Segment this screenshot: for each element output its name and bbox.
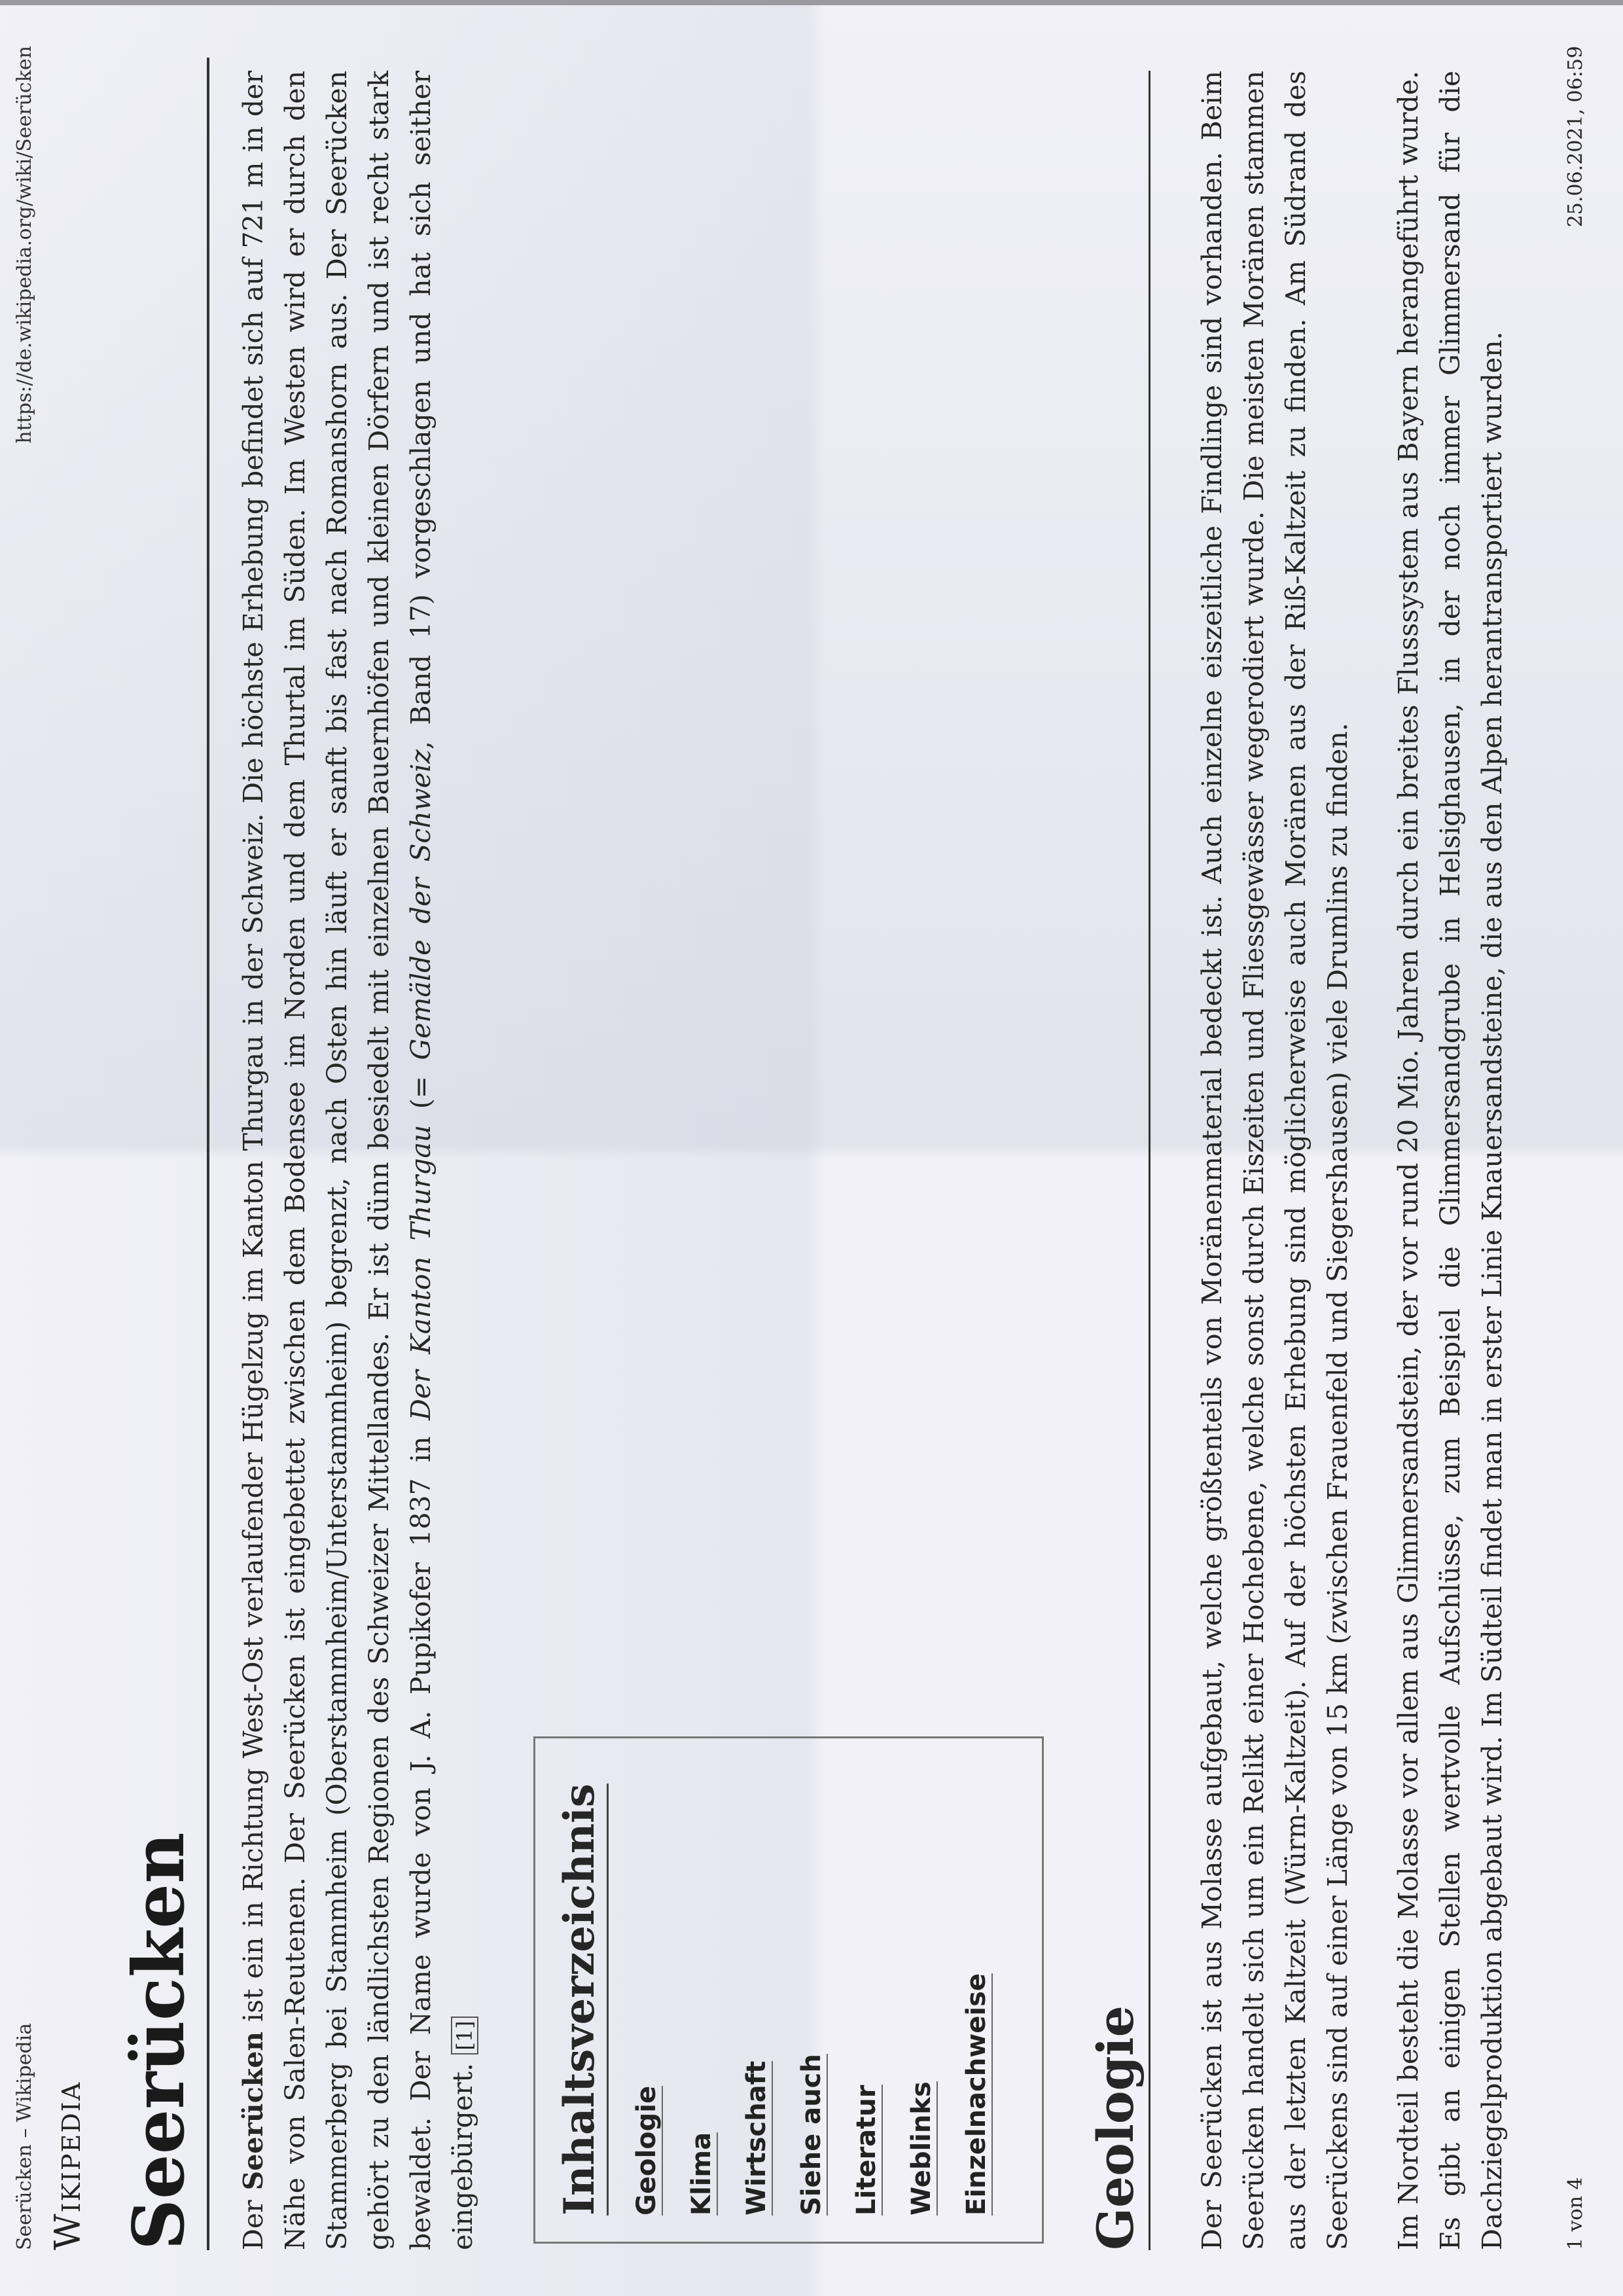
wikipedia-logo: Wikipedia xyxy=(47,2081,88,2250)
table-of-contents xyxy=(533,1736,1044,2244)
toc-item-siehe-auch[interactable]: Siehe auch xyxy=(796,2054,827,2215)
article-title: Seerücken xyxy=(118,58,209,2250)
intro-series-title: Gemälde der Schweiz xyxy=(405,749,437,1060)
print-timestamp: 25.06.2021, 06:59 xyxy=(1564,46,1587,228)
section-title-geologie: Geologie xyxy=(1086,71,1150,2250)
toc-title: Inhaltsverzeichnis xyxy=(555,1784,609,2215)
intro-paragraph: Der Seerücken ist ein in Richtung West-Ost verlaufender Hügelzug im Kanton Thurgau in der Schweiz. Die höchste Erhebung befindet sich auf 721 m in der Nähe von Salen-Reutenen. Der Seerücken ist eingebettet zwischen dem Bodensee im Norden und dem Thurtal im Süden. Im Westen wird er durch den Stammerberg bei Stammheim (Oberstammheim/Unterstammheim) begrenzt, nach Osten hin läuft er sanft bis fast nach Romanshorn aus. Der Seerücken gehört zu den ländlichsten Regionen des Schweizer Mittellandes. Er ist dünn besiedelt mit einzelnen Bauernhöfen und kleinen Dörfern und ist recht stark bewaldet. Der Name wurde von J. A. Pupikofer 1837 in Der Kanton Thurgau (= Gemälde der Schweiz, Band 17) vorgeschlagen und hat sich seither eingebürgert. [1] xyxy=(238,71,478,2250)
page-header-title: Seerücken – Wikipedia xyxy=(13,2022,36,2250)
geologie-paragraph-1: Der Seerücken ist aus Molasse aufgebaut, welche größtenteils von Moränenmaterial bedeckt ist. Auch einzelne eiszeitliche Findlinge sind vorhanden. Beim Seerücken handelt sich um ein Relikt einer Hochebene, welche sonst durch Eiszeiten und Fliessgewässer wegerodiert wurde. Die meisten Moränen stammen aus der letzten Kaltzeit (Würm-Kaltzeit). Auf der höchsten Erhebung sind möglicherweise auch Moränen aus der Riß-Kaltzeit zu finden. Am Südrand des Seerückens sind auf einer Länge von 15 km (zwischen Frauenfeld und Siegershausen) viele Drumlins zu finden. xyxy=(1196,71,1353,2250)
page-number: 1 von 4 xyxy=(1564,2177,1587,2250)
toc-item-weblinks[interactable]: Weblinks xyxy=(906,2081,936,2215)
geologie-paragraph-2: Im Nordteil besteht die Molasse vor allem aus Glimmersandstein, der vor rund 20 Mio. Jahren durch ein breites Flusssystem aus Bayern herangeführt wurde. Es gibt an einigen Stellen wertvolle Aufschlüsse, zum Beispiel die Glimmersandgrube in Helsighausen, in der noch immer Glimmersand für die Dachziegelproduktion abgebaut wird. Im Südteil findet man in erster Linie Knauersandsteine, die aus den Alpen herantransportiert wurden. xyxy=(1393,71,1508,2250)
toc-item-einzelnachweise[interactable]: Einzelnachweise xyxy=(961,1973,991,2215)
toc-item-geologie[interactable]: Geologie xyxy=(632,2085,662,2215)
page-header-url: https://de.wikipedia.org/wiki/Seerücken xyxy=(13,46,36,444)
intro-bold-term: Seerücken xyxy=(238,2031,269,2191)
intro-book-title: Der Kanton Thurgau xyxy=(405,1124,437,1421)
toc-item-literatur[interactable]: Literatur xyxy=(851,2085,882,2215)
toc-item-klima[interactable]: Klima xyxy=(687,2132,717,2215)
toc-item-wirtschaft[interactable]: Wirtschaft xyxy=(741,2060,772,2215)
reference-link[interactable]: [1] xyxy=(451,2017,478,2054)
